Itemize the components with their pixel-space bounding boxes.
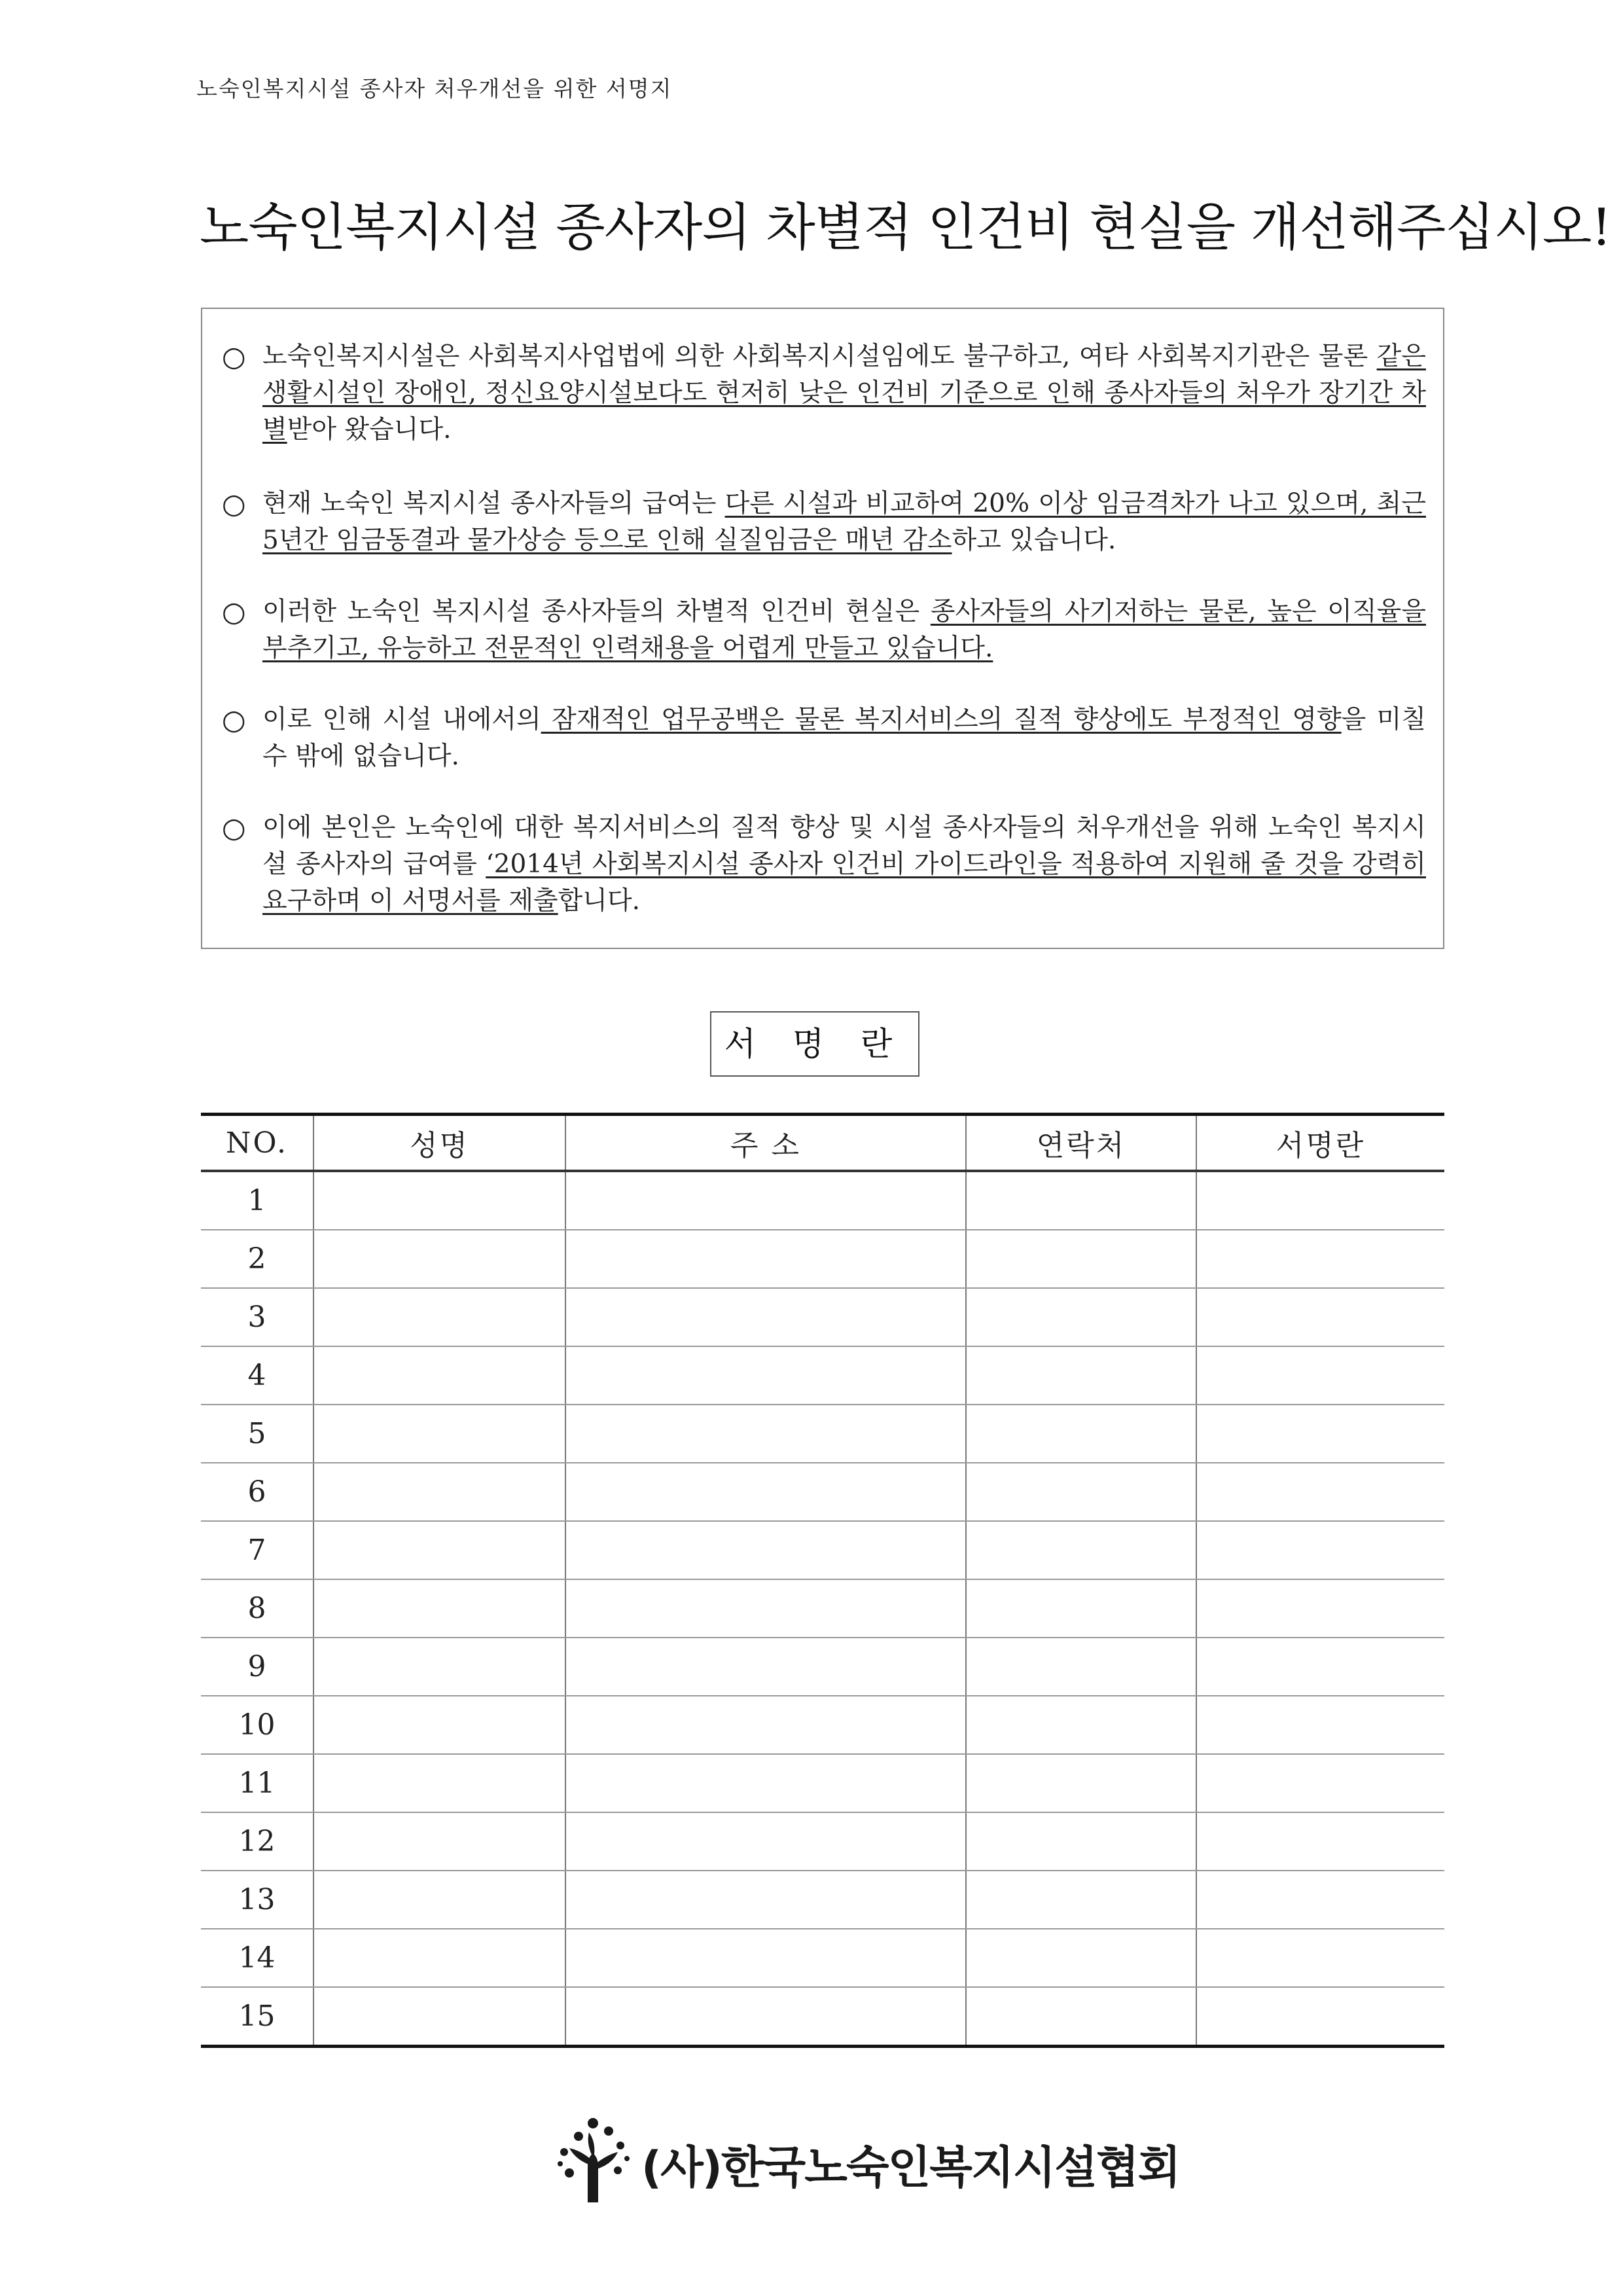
row-number: 12 (201, 1812, 313, 1871)
table-row (201, 1463, 1444, 1521)
notice-paragraph-4 (222, 702, 1426, 775)
row-number: 3 (201, 1288, 313, 1346)
signature-table (201, 1113, 1444, 2048)
name-cell[interactable] (313, 1405, 565, 1463)
name-cell[interactable] (313, 1929, 565, 1987)
name-cell[interactable] (313, 1871, 565, 1929)
row-number: 13 (201, 1871, 313, 1929)
column-header-contact: 연락처 (966, 1115, 1196, 1172)
paragraph-underlined-text: 같은 생활시설인 장애인, 정신요양시설보다도 현저히 낮은 인건비 기준으로 인해 종사자들의 처우가 장기간 차별 (262, 342, 1426, 444)
row-number: 14 (201, 1929, 313, 1987)
contact-cell[interactable] (966, 1696, 1196, 1754)
paragraph-text: 노숙인복지시설은 사회복지사업법에 의한 사회복지시설임에도 불구하고, 여타 사회복지기관은 물론 (262, 342, 1377, 371)
row-number: 5 (201, 1405, 313, 1463)
contact-cell[interactable] (966, 1405, 1196, 1463)
address-cell[interactable] (565, 1929, 966, 1987)
row-number: 11 (201, 1754, 313, 1812)
signature-cell[interactable] (1196, 1346, 1444, 1405)
signature-section-heading: 서 명 란 (710, 1011, 919, 1077)
notice-paragraph-2 (222, 486, 1426, 559)
paragraph-text: 이로 인해 시설 내에서의 (262, 705, 541, 734)
circle-bullet-icon: ○ (222, 340, 246, 372)
organization-name: (사)한국노숙인복지시설협회 (641, 2142, 1180, 2194)
row-number: 9 (201, 1638, 313, 1696)
contact-cell[interactable] (966, 1812, 1196, 1871)
row-number: 4 (201, 1346, 313, 1405)
contact-cell[interactable] (966, 1638, 1196, 1696)
name-cell[interactable] (313, 1987, 565, 2047)
name-cell[interactable] (313, 1171, 565, 1230)
paragraph-text: 하고 있습니다. (952, 526, 1116, 555)
contact-cell[interactable] (966, 1346, 1196, 1405)
contact-cell[interactable] (966, 1871, 1196, 1929)
paragraph-text: 합니다. (558, 886, 641, 916)
contact-cell[interactable] (966, 1929, 1196, 1987)
signature-cell[interactable] (1196, 1579, 1444, 1638)
address-cell[interactable] (565, 1696, 966, 1754)
address-cell[interactable] (565, 1521, 966, 1579)
row-number: 2 (201, 1230, 313, 1288)
address-cell[interactable] (565, 1987, 966, 2047)
address-cell[interactable] (565, 1405, 966, 1463)
address-cell[interactable] (565, 1754, 966, 1812)
header-caption: 노숙인복지시설 종사자 처우개선을 위한 서명지 (196, 76, 673, 101)
notice-paragraph-1 (222, 338, 1426, 448)
notice-paragraph-5 (222, 810, 1426, 920)
paragraph-text: 이러한 노숙인 복지시설 종사자들의 차별적 인건비 현실은 (262, 597, 931, 626)
row-number: 10 (201, 1696, 313, 1754)
table-row (201, 1230, 1444, 1288)
row-number: 1 (201, 1171, 313, 1230)
name-cell[interactable] (313, 1230, 565, 1288)
row-number: 7 (201, 1521, 313, 1579)
signature-cell[interactable] (1196, 1929, 1444, 1987)
table-row (201, 1696, 1444, 1754)
circle-bullet-icon: ○ (222, 488, 246, 520)
row-number: 15 (201, 1987, 313, 2047)
row-number: 8 (201, 1579, 313, 1638)
name-cell[interactable] (313, 1463, 565, 1521)
contact-cell[interactable] (966, 1230, 1196, 1288)
address-cell[interactable] (565, 1288, 966, 1346)
table-row (201, 1346, 1444, 1405)
table-row (201, 1171, 1444, 1230)
contact-cell[interactable] (966, 1288, 1196, 1346)
signature-cell[interactable] (1196, 1230, 1444, 1288)
table-row (201, 1929, 1444, 1987)
address-cell[interactable] (565, 1812, 966, 1871)
name-cell[interactable] (313, 1812, 565, 1871)
paragraph-text: 현재 노숙인 복지시설 종사자들의 급여는 (262, 489, 725, 518)
signature-cell[interactable] (1196, 1696, 1444, 1754)
column-header-signature: 서명란 (1196, 1115, 1444, 1172)
name-cell[interactable] (313, 1696, 565, 1754)
paragraph-text: 을 미칠 수 밖에 없습니다. (262, 705, 1426, 771)
circle-bullet-icon: ○ (222, 704, 246, 736)
contact-cell[interactable] (966, 1171, 1196, 1230)
name-cell[interactable] (313, 1288, 565, 1346)
address-cell[interactable] (565, 1638, 966, 1696)
signature-cell[interactable] (1196, 1754, 1444, 1812)
name-cell[interactable] (313, 1579, 565, 1638)
paragraph-text: 이에 본인은 노숙인에 대한 복지서비스의 질적 향상 및 시설 종사자들의 처우개선을 위해 노숙인 복지시설 종사자의 급여를 (262, 813, 1426, 879)
address-cell[interactable] (565, 1230, 966, 1288)
table-row (201, 1987, 1444, 2047)
table-row (201, 1579, 1444, 1638)
address-cell[interactable] (565, 1171, 966, 1230)
name-cell[interactable] (313, 1346, 565, 1405)
address-cell[interactable] (565, 1579, 966, 1638)
page-title: 노숙인복지시설 종사자의 차별적 인건비 현실을 개선해주십시오! (200, 198, 1611, 257)
contact-cell[interactable] (966, 1521, 1196, 1579)
signature-cell[interactable] (1196, 1638, 1444, 1696)
signature-cell[interactable] (1196, 1521, 1444, 1579)
circle-bullet-icon: ○ (222, 596, 246, 628)
table-row (201, 1871, 1444, 1929)
address-cell[interactable] (565, 1871, 966, 1929)
tree-person-icon (550, 2114, 635, 2206)
signature-cell[interactable] (1196, 1812, 1444, 1871)
signature-cell[interactable] (1196, 1463, 1444, 1521)
signature-cell[interactable] (1196, 1405, 1444, 1463)
table-row (201, 1288, 1444, 1346)
column-header-name: 성명 (313, 1115, 565, 1172)
address-cell[interactable] (565, 1463, 966, 1521)
signature-cell[interactable] (1196, 1871, 1444, 1929)
address-cell[interactable] (565, 1346, 966, 1405)
notice-box (201, 308, 1444, 949)
column-header-no: NO. (201, 1115, 313, 1172)
paragraph-underlined-text: 종사자들의 사기저하는 물론, 높은 이직율을 부추기고, 유능하고 전문적인 인력채용을 어렵게 만들고 있습니다. (262, 597, 1426, 663)
name-cell[interactable] (313, 1754, 565, 1812)
table-row (201, 1405, 1444, 1463)
contact-cell[interactable] (966, 1754, 1196, 1812)
table-row (201, 1754, 1444, 1812)
paragraph-underlined-text: 다른 시설과 비교하여 20% 이상 임금격차가 나고 있으며, 최근 5년간 임금동결과 물가상승 등으로 인해 실질임금은 매년 감소 (262, 489, 1426, 555)
name-cell[interactable] (313, 1521, 565, 1579)
paragraph-underlined-text: ‘2014년 사회복지시설 종사자 인건비 가이드라인을 적용하여 지원해 줄 것을 강력히 요구하며 이 서명서를 제출 (262, 850, 1426, 916)
table-header-row (201, 1115, 1444, 1172)
contact-cell[interactable] (966, 1579, 1196, 1638)
row-number: 6 (201, 1463, 313, 1521)
notice-paragraph-3 (222, 594, 1426, 667)
contact-cell[interactable] (966, 1463, 1196, 1521)
table-row (201, 1638, 1444, 1696)
paragraph-underlined-text: 잠재적인 업무공백은 물론 복지서비스의 질적 향상에도 부정적인 영향 (541, 705, 1342, 734)
signature-cell[interactable] (1196, 1288, 1444, 1346)
table-row (201, 1812, 1444, 1871)
signature-cell[interactable] (1196, 1171, 1444, 1230)
contact-cell[interactable] (966, 1987, 1196, 2047)
circle-bullet-icon: ○ (222, 812, 246, 844)
paragraph-text: 받아 왔습니다. (287, 415, 452, 444)
name-cell[interactable] (313, 1638, 565, 1696)
signature-cell[interactable] (1196, 1987, 1444, 2047)
table-row (201, 1521, 1444, 1579)
column-header-address: 주 소 (565, 1115, 966, 1172)
